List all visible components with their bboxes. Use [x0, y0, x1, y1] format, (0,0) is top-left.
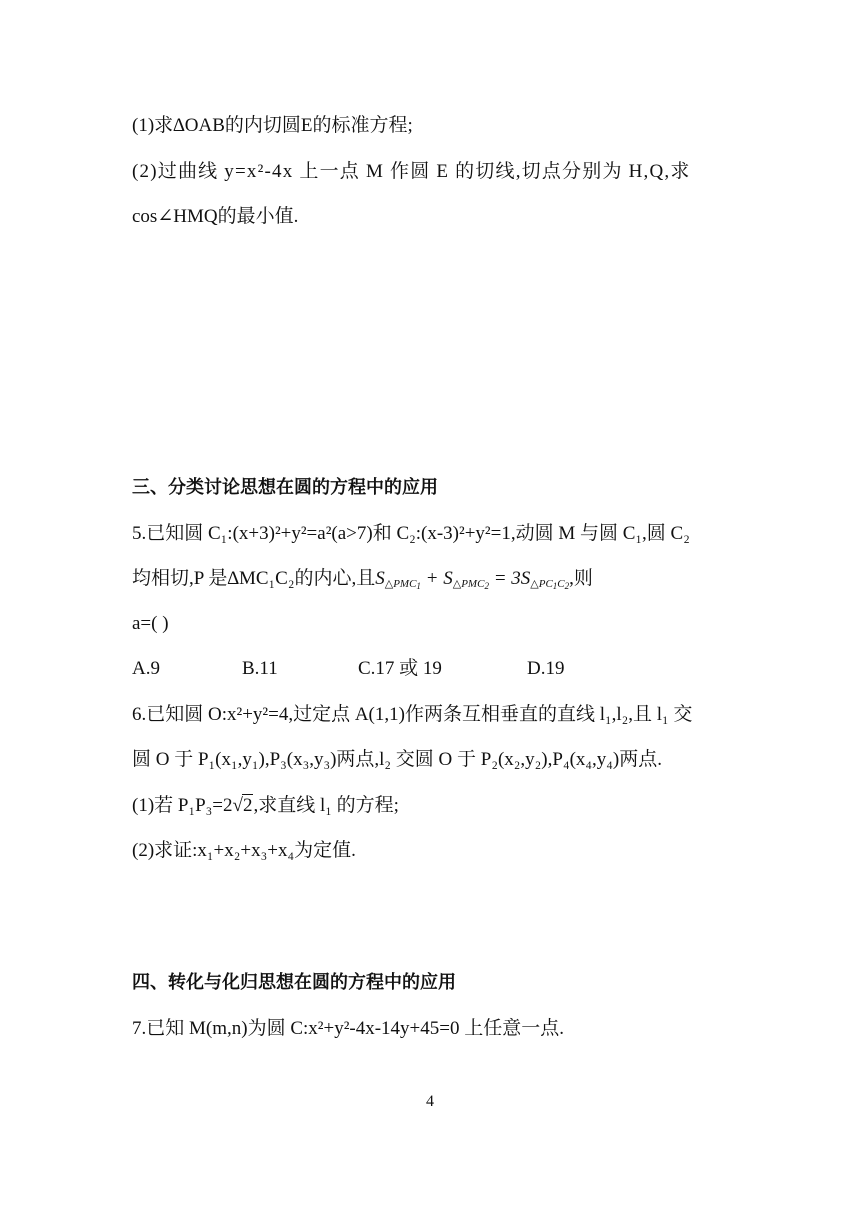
question-5-line-2-tail: ,则	[569, 568, 593, 589]
choice-a: A.9	[132, 658, 160, 679]
sqrt-radicand: 2	[242, 795, 253, 816]
page-number: 4	[426, 1093, 434, 1110]
choice-c: C.17 或 19	[358, 658, 442, 679]
question-6-part-1-tail: ,求直线 l₁ 的方程;	[253, 795, 399, 816]
section-heading-3: 三、分类讨论思想在圆的方程中的应用	[132, 477, 438, 498]
section-heading-4: 四、转化与化归思想在圆的方程中的应用	[132, 972, 456, 993]
question-5-line-2-text: 均相切,P 是∆MC₁C₂的内心,且	[132, 568, 376, 589]
question-6-line-2: 圆 O 于 P₁(x₁,y₁),P₃(x₃,y₃)两点,l₂ 交圆 O 于 P₂(x₂,y₂),P₄(x₄,y₄)两点.	[132, 749, 662, 770]
choice-b: B.11	[242, 658, 278, 679]
question-6-part-1-text: (1)若 P₁P₃=2	[132, 795, 233, 816]
part-2-question-line-2: cos∠HMQ的最小值.	[132, 206, 299, 227]
area-equation: $S_{\triangle PMC_1} + S_{\triangle PMC_2} = 3S_{\triangle PC_1C_2}$	[375, 568, 570, 591]
choice-d: D.19	[527, 658, 565, 679]
question-5-line-2	[132, 567, 593, 591]
question-6-part-2: (2)求证:x₁+x₂+x₃+x₄为定值.	[132, 840, 356, 861]
question-7-line-1: 7.已知 M(m,n)为圆 C:x²+y²-4x-14y+45=0 上任意一点.	[132, 1018, 564, 1039]
part-1-question: (1)求∆OAB的内切圆E的标准方程;	[132, 115, 413, 136]
question-6-part-1	[132, 794, 399, 818]
question-6-line-1: 6.已知圆 O:x²+y²=4,过定点 A(1,1)作两条互相垂直的直线 l₁,l₂,且 l₁ 交	[132, 704, 693, 725]
sqrt-expression: √2	[232, 795, 253, 816]
question-5-line-1: 5.已知圆 C₁:(x+3)²+y²=a²(a>7)和 C₂:(x-3)²+y²=1,动圆 M 与圆 C₁,圆 C₂	[132, 523, 690, 544]
question-5-answer-blank: a=( )	[132, 613, 169, 634]
part-2-question-line-1: (2)过曲线 y=x²-4x 上一点 M 作圆 E 的切线,切点分别为 H,Q,求	[132, 161, 691, 182]
question-5-choices	[132, 657, 564, 681]
